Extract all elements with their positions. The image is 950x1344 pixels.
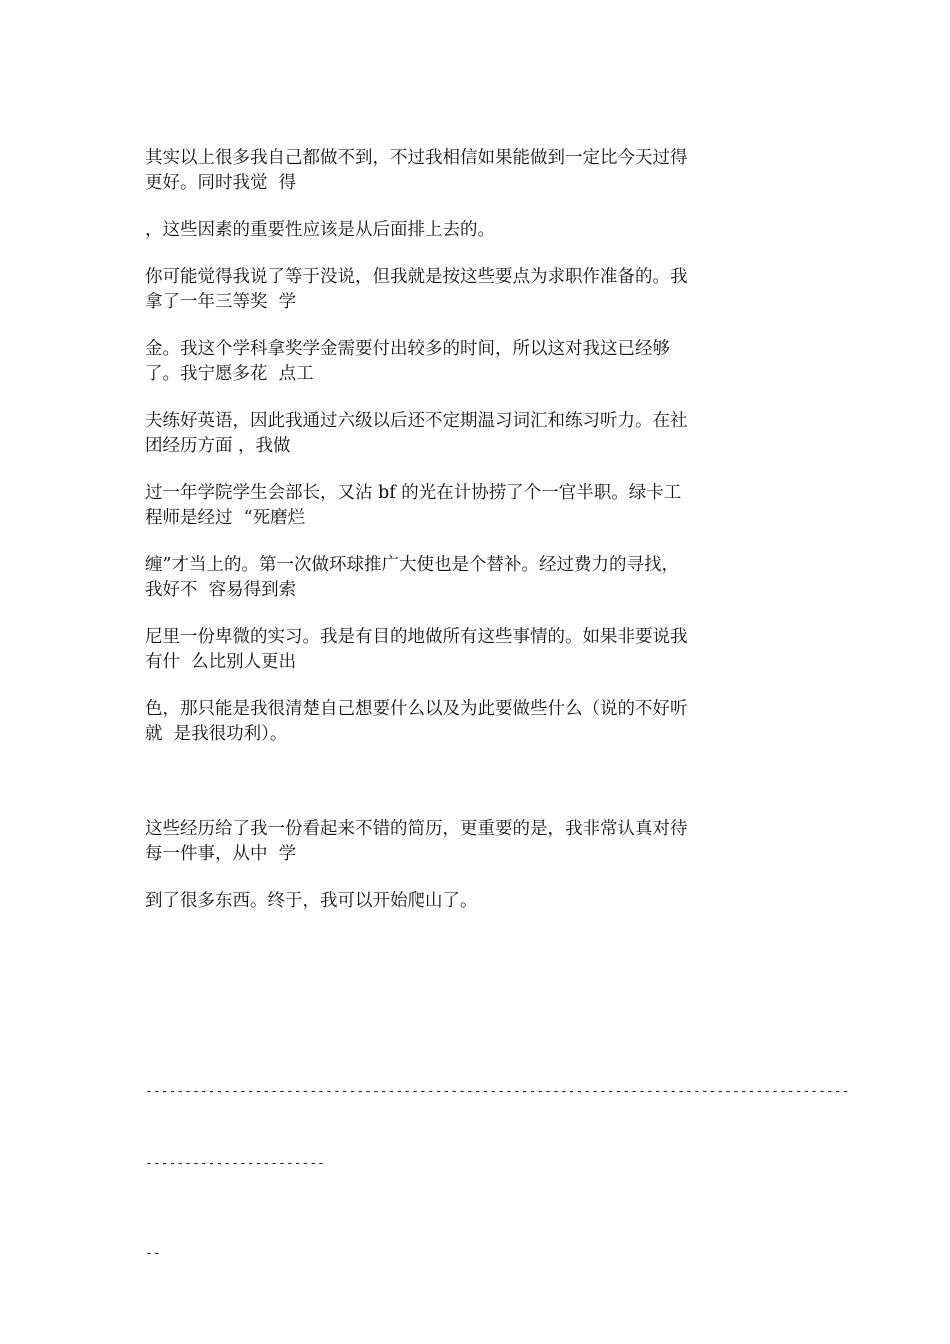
paragraph-line: 有什 么比别人更出	[145, 652, 297, 672]
paragraph-gap	[145, 769, 745, 817]
paragraph	[145, 337, 745, 387]
paragraph-line: 其实以上很多我自己都做不到，不过我相信如果能做到一定比今天过得	[145, 148, 688, 168]
paragraph	[145, 481, 745, 531]
paragraph-line: 拿了一年三等奖 学	[145, 292, 297, 312]
paragraph-line: 色，那只能是我很清楚自己想要什么以及为此要做些什么（说的不好听	[145, 699, 688, 719]
paragraph	[145, 409, 745, 459]
paragraph-line: 我好不 容易得到索	[145, 580, 297, 600]
paragraph	[145, 553, 745, 603]
document-body	[145, 146, 850, 1264]
divider-line: -----------------------	[145, 1156, 326, 1171]
paragraph	[145, 697, 745, 747]
paragraph-line: 了。我宁愿多花 点工	[145, 364, 314, 384]
paragraph-line: 你可能觉得我说了等于没说，但我就是按这些要点为求职作准备的。我	[145, 267, 688, 287]
paragraph-line: 尼里一份卑微的实习。我是有目的地做所有这些事情的。如果非要说我	[145, 627, 688, 647]
paragraph-line: 程师是经过 “死磨烂	[145, 508, 306, 528]
paragraph-line: 团经历方面 ，我做	[145, 436, 291, 456]
paragraph-line: 到了很多东西。终于，我可以开始爬山了。	[145, 891, 478, 911]
paragraph-line: 每一件事，从中 学	[145, 844, 297, 864]
paragraph-line: 这些经历给了我一份看起来不错的简历，更重要的是，我非常认真对待	[145, 819, 688, 839]
paragraph	[145, 265, 745, 315]
paragraph	[145, 146, 745, 196]
paragraph	[145, 625, 745, 675]
paragraph-line: 金。我这个学科拿奖学金需要付出较多的时间，所以这对我这已经够	[145, 339, 670, 359]
paragraph-group	[145, 146, 745, 747]
paragraph	[145, 817, 745, 867]
divider-end: --	[145, 1246, 161, 1261]
divider-rule	[145, 1032, 850, 1224]
paragraph-line: 就 是我很功利）。	[145, 724, 288, 744]
paragraph-group	[145, 817, 745, 914]
divider-line: ------------------------------------------------------------------------------------------	[145, 1084, 850, 1099]
paragraph-line: ，这些因素的重要性应该是从后面排上去的。	[145, 220, 495, 240]
paragraph-line: 更好。同时我觉 得	[145, 173, 297, 193]
paragraph	[145, 218, 745, 243]
paragraph-line: 缠”才当上的。第一次做环球推广大使也是个替补。经过费力的寻找，	[145, 555, 679, 575]
paragraph	[145, 889, 745, 914]
paragraph-line: 夫练好英语，因此我通过六级以后还不定期温习词汇和练习听力。在社	[145, 411, 688, 431]
paragraph-line: 过一年学院学生会部长，又沾 bf 的光在计协捞了个一官半职。绿卡工	[145, 483, 682, 503]
